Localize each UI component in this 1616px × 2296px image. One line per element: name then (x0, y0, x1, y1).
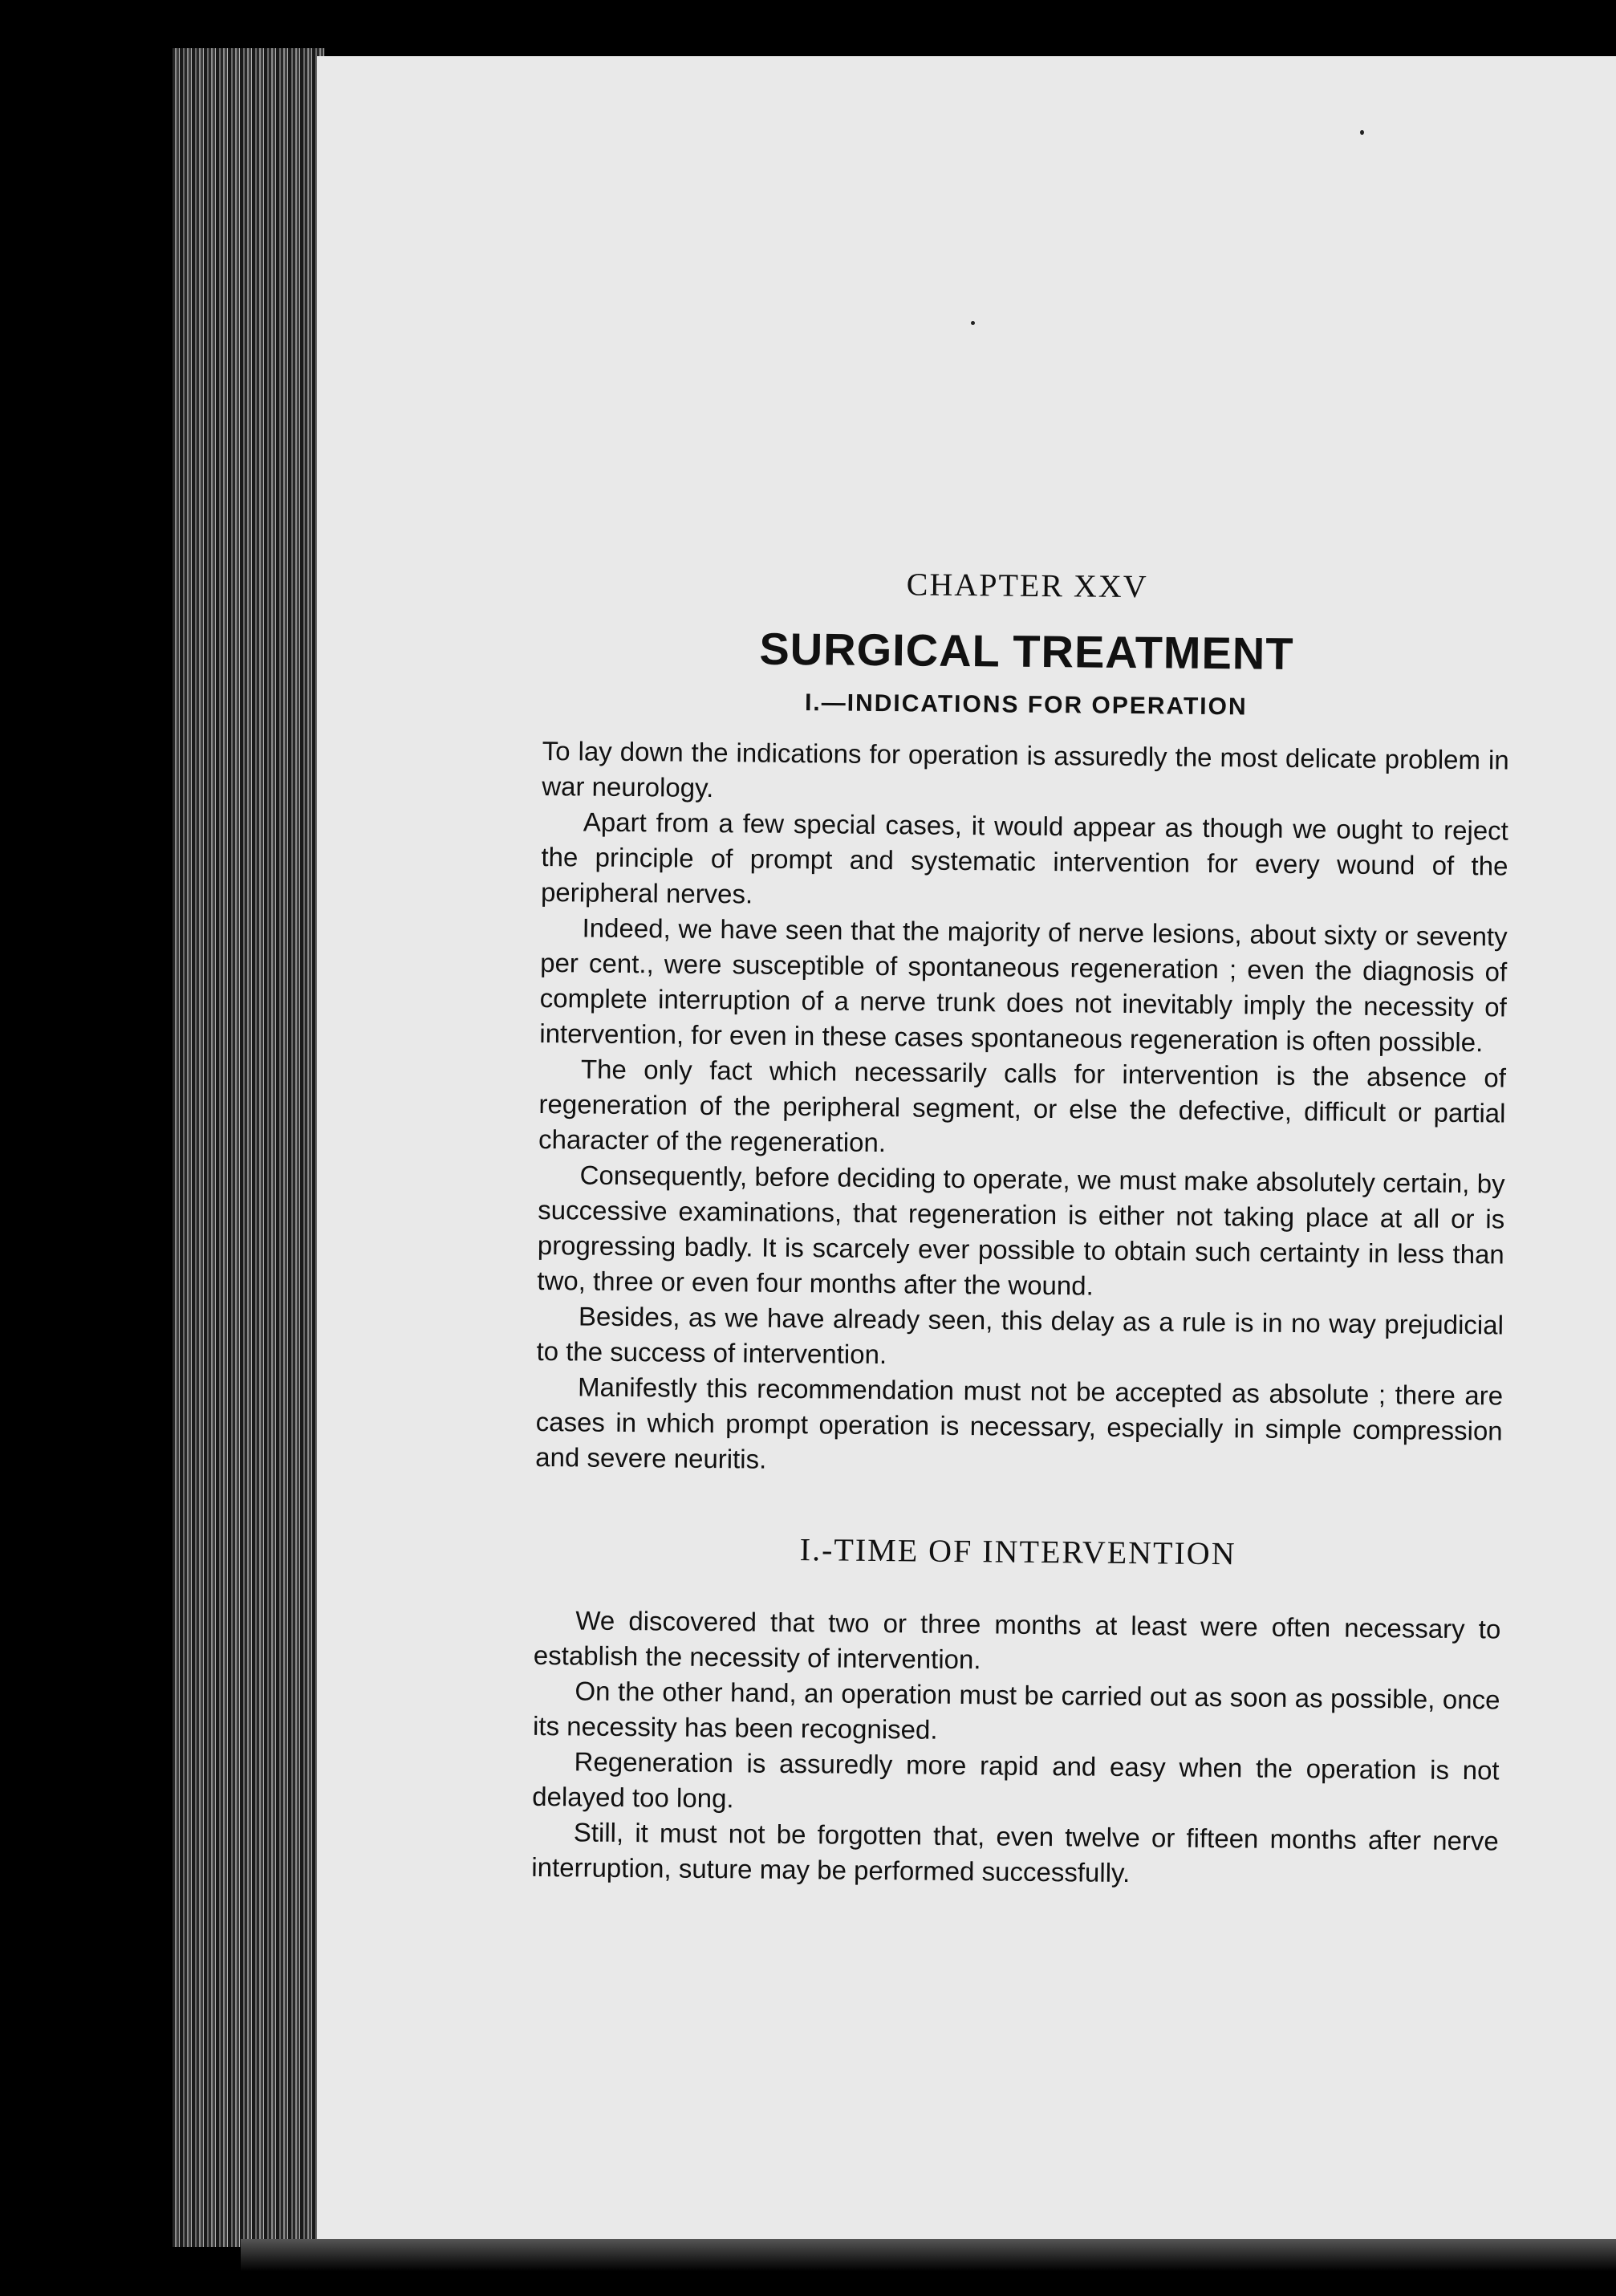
paragraph: We discovered that two or three months at least were often necessary to establish the necessity of intervention. (533, 1605, 1501, 1675)
paragraph: Besides, as we have already seen, this delay as a rule is in no way prejudicial to the success of intervention. (536, 1301, 1504, 1370)
section-subheading: I.—INDICATIONS FOR OPERATION (804, 689, 1248, 721)
paragraph: On the other hand, an operation must be carried out as soon as possible, once its necessity has been recognised. (532, 1676, 1500, 1745)
chapter-title: SURGICAL TREATMENT (759, 623, 1294, 679)
page-text (531, 562, 1511, 1894)
page-edges (173, 48, 325, 2247)
paragraph: Apart from a few special cases, it would appear as though we ought to reject the principle of prompt and systematic intervention for every wound of the peripheral nerves. (540, 807, 1509, 909)
chapter-label: CHAPTER XXV (906, 566, 1148, 605)
paragraph: Consequently, before deciding to operate, we must make absolutely certain, by successive examinations, that regeneration is either not taking place at all or is progressing badly. It is scarcely ever possible to obtain such certainty in less than two, three or even four months after the wound. (537, 1160, 1505, 1301)
page-bottom-shadow (241, 2239, 1616, 2271)
paragraph: Indeed, we have seen that the majority of nerve lesions, about sixty or seventy per cent., were susceptible of spontaneous regeneration ; even the diagnosis of complete interruption of a nerve trunk does not inevitably imply the necessity of intervention, for even in these cases spontaneous regeneration is often possible. (539, 912, 1508, 1058)
paragraph: Still, it must not be forgotten that, even twelve or fifteen months after nerve interruption, suture may be performed successfully. (531, 1817, 1499, 1888)
paragraph: To lay down the indications for operation is assuredly the most delicate problem in war neurology. (542, 735, 1509, 803)
paragraph: Manifestly this recommendation must not be accepted as absolute ; there are cases in which prompt operation is necessary, especially in simple compression and severe neuritis. (535, 1372, 1504, 1474)
page-speck (971, 321, 975, 325)
page-speck (1360, 130, 1364, 135)
paragraph: Regeneration is assuredly more rapid and easy when the operation is not delayed too long. (532, 1746, 1500, 1814)
section-heading: I.-TIME OF INTERVENTION (799, 1531, 1236, 1572)
paragraph: The only fact which necessarily calls for intervention is the absence of regeneration of the peripheral segment, or else the defective, difficult or partial character of the regeneration. (538, 1054, 1507, 1158)
